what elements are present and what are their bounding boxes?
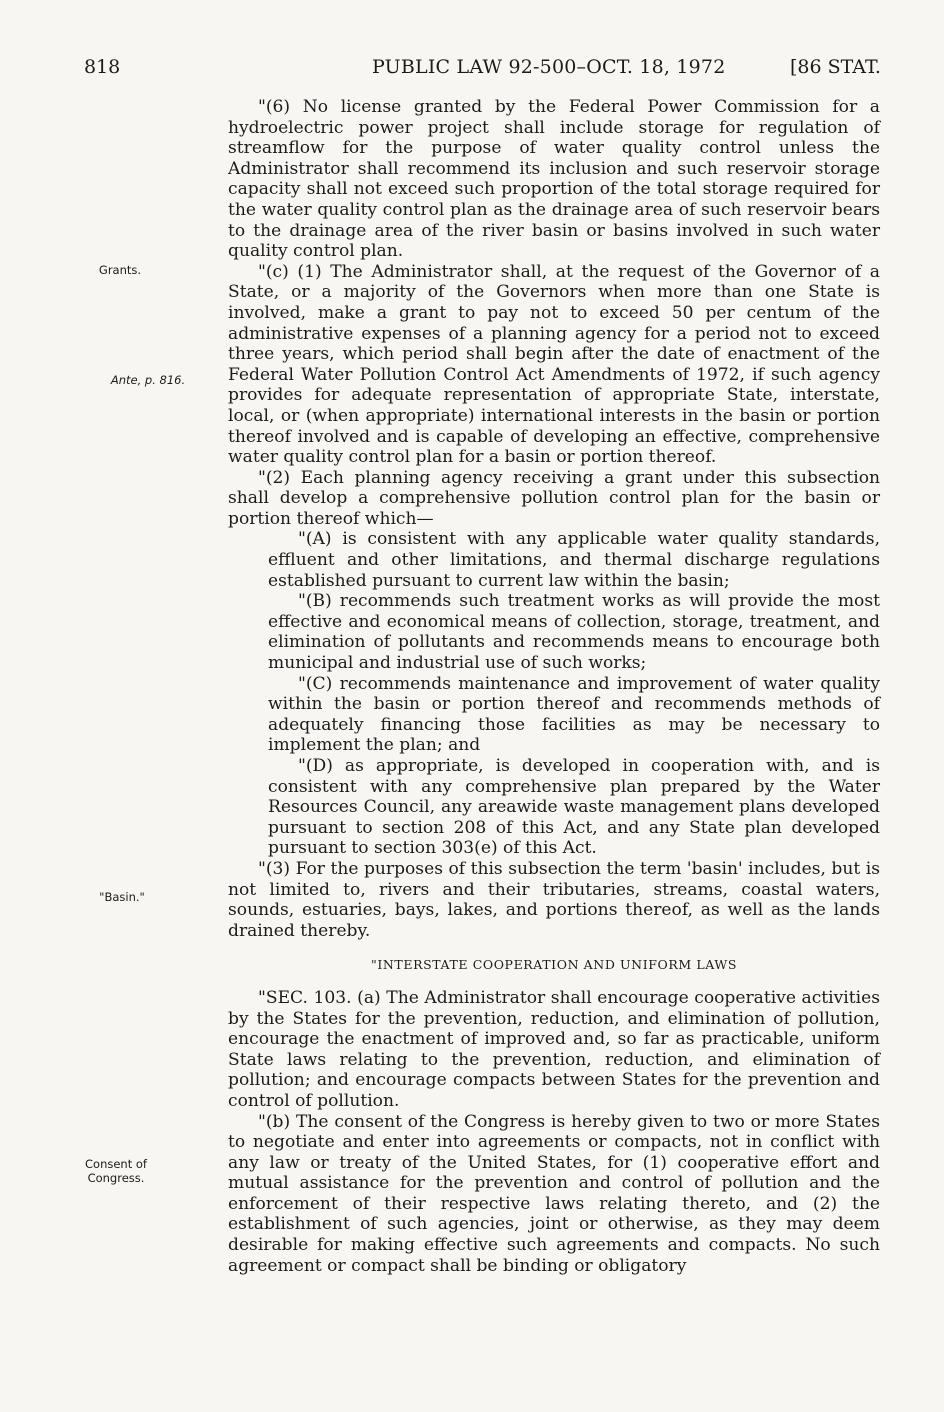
paragraph-c3: "(3) For the purposes of this subsection the term 'basin' includes, but is not limited to, rivers and their tributaries, streams, coastal waters, sounds, estuaries, bays, lakes, and portions thereof, as well as the lands drained thereby. (228, 858, 880, 941)
clause-b: "(B) recommends such treatment works as will provide the most effective and economical means of collection, storage, treatment, and elimination of pollutants and recommends means to encourage both municipal and industrial use of such works; (268, 591, 880, 674)
margin-note-ante: Ante, p. 816. (110, 373, 186, 387)
statute-reference-prefix: [86 S (790, 56, 841, 78)
margin-note-consent-line2: Congress. (87, 1171, 145, 1185)
statute-reference-suffix: TAT. (840, 56, 881, 78)
paragraph-6: "(6) No license granted by the Federal Power Commission for a hydroelectric power project shall include storage for regulation of streamflow for the purpose of water quality control unless the Administrator shall recommend its inclusion and such reservoir storage capacity shall not exceed such proportion of the total storage required for the water quality control plan as the drainage area of such reservoir bears to the drainage area of the river basin or basins involved in such water quality control plan. (228, 97, 880, 262)
clause-c: "(C) recommends maintenance and improvement of water quality within the basin or portion thereof and recommends methods of adequately financing those facilities as may be necessary to implement the plan; and (268, 673, 880, 756)
margin-note-consent (56, 1157, 176, 1185)
statute-reference (790, 56, 881, 78)
running-header-title: PUBLIC LAW 92-500–OCT. 18, 1972 (372, 56, 726, 78)
section-heading: "INTERSTATE COOPERATION AND UNIFORM LAWS (371, 957, 737, 973)
margin-note-consent-line1: Consent of (85, 1157, 147, 1171)
paragraph-c1: "(c) (1) The Administrator shall, at the request of the Governor of a State, or a majority of the Governors when more than one State is involved, make a grant to pay not to exceed 50 per centum of the administrative expenses of a planning agency for a period not to exceed three years, which period shall begin after the date of enactment of the Federal Water Pollution Control Act Amendments of 1972, if such agency provides for adequate representation of appropriate State, interstate, local, or (when appropriate) international interests in the basin or portion thereof involved and is capable of developing an effective, comprehensive water quality control plan for a basin or portion thereof. (228, 261, 880, 468)
clause-a: "(A) is consistent with any applicable water quality standards, effluent and other limitations, and thermal discharge regulations established pursuant to current law within the basin; (268, 529, 880, 591)
body-text (228, 97, 880, 1276)
page-number: 818 (84, 56, 121, 78)
margin-note-basin: "Basin." (99, 890, 145, 904)
section-103-a: "SEC. 103. (a) The Administrator shall encourage cooperative activities by the States for the prevention, reduction, and elimination of pollution, encourage the enactment of improved and, so far as practicable, uniform State laws relating to the prevention, reduction, and elimination of pollution; and encourage compacts between States for the prevention and control of pollution. (228, 987, 880, 1111)
margin-note-grants: Grants. (98, 263, 142, 277)
paragraph-c2: "(2) Each planning agency receiving a grant under this subsection shall develop a comprehensive pollution control plan for the basin or portion thereof which— (228, 467, 880, 529)
clause-d: "(D) as appropriate, is developed in cooperation with, and is consistent with any comprehensive plan prepared by the Water Resources Council, any areawide waste management plans developed pursuant to section 208 of this Act, and any State plan developed pursuant to section 303(e) of this Act. (268, 756, 880, 859)
section-103-b: "(b) The consent of the Congress is hereby given to two or more States to negotiate and enter into agreements or compacts, not in conflict with any law or treaty of the United States, for (1) cooperative effort and mutual assistance for the prevention and control of pollution and the enforcement of their respective laws relating thereto, and (2) the establishment of such agencies, joint or otherwise, as they may deem desirable for making effective such agreements and compacts. No such agreement or compact shall be binding or obligatory (228, 1111, 880, 1276)
